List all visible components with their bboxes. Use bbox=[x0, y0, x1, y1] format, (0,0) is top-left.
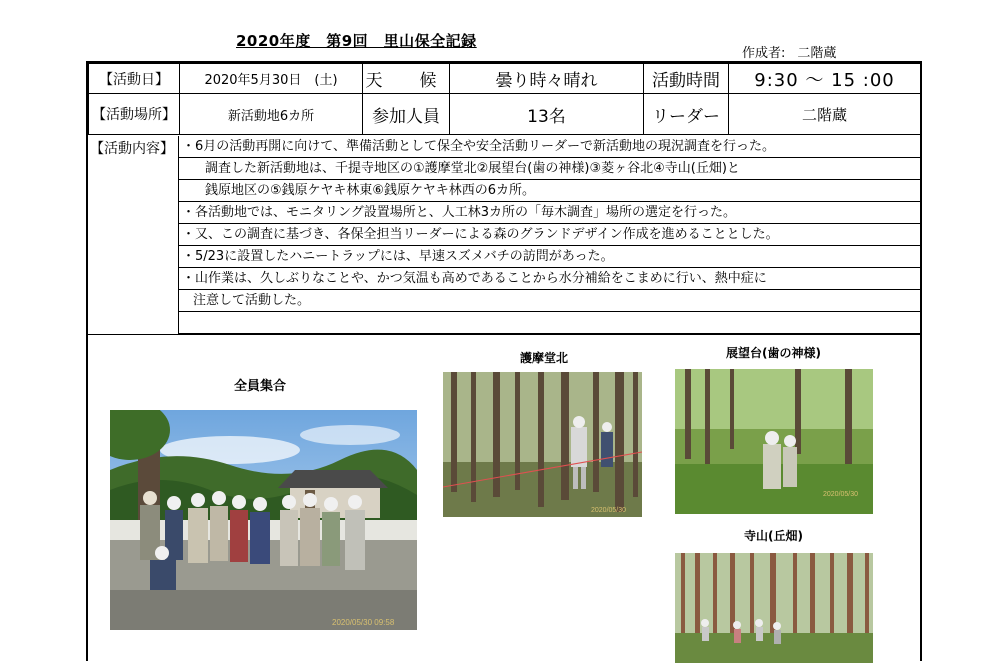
content-divider bbox=[88, 334, 920, 335]
document-title: 2020年度 第9回 里山保全記録 bbox=[236, 32, 477, 50]
participants-label: 参加人員 bbox=[363, 94, 450, 135]
record-sheet bbox=[86, 61, 922, 661]
content-line-blank bbox=[179, 312, 920, 334]
tenbodai-photo-stamp: 2020/05/30 bbox=[823, 491, 859, 498]
participants-value: 13名 bbox=[450, 94, 644, 135]
gomado-photo-stamp: 2020/05/30 bbox=[591, 507, 627, 514]
caption-tenbodai: 展望台(歯の神様) bbox=[726, 346, 821, 360]
date-label: 【活動日】 bbox=[89, 64, 180, 94]
time-label: 活動時間 bbox=[644, 64, 729, 94]
activity-content bbox=[88, 136, 920, 334]
caption-gomado: 護摩堂北 bbox=[520, 351, 569, 365]
weather-value: 曇り時々晴れ bbox=[450, 64, 644, 94]
author-label: 作成者: bbox=[742, 46, 786, 61]
date-value: 2020年5月30日 (土) bbox=[180, 64, 363, 94]
time-value: 9:30 ～ 15 :00 bbox=[729, 64, 921, 94]
leader-value: 二階蔵 bbox=[729, 94, 921, 135]
content-label: 【活動内容】 bbox=[88, 136, 179, 334]
content-line: 銭原地区の⑤銭原ケヤキ林東⑥銭原ケヤキ林西の6カ所。 bbox=[179, 180, 920, 202]
content-line: ・各活動地では、モニタリング設置場所と、人工林3カ所の「毎木調査」場所の選定を行った。 bbox=[179, 202, 920, 224]
group-photo bbox=[110, 410, 417, 630]
weather-label: 天 候 bbox=[363, 64, 450, 94]
content-line: ・5/23に設置したハニートラップには、早速スズメバチの訪問があった。 bbox=[179, 246, 920, 268]
content-line: ・6月の活動再開に向けて、準備活動として保全や安全活動リーダーで新活動地の現況調査を行った。 bbox=[179, 136, 920, 158]
gomado-photo bbox=[443, 372, 642, 517]
info-table bbox=[88, 63, 921, 135]
content-line: ・又、この調査に基づき、各保全担当リーダーによる森のグランドデザイン作成を進めることとした。 bbox=[179, 224, 920, 246]
terayama-photo bbox=[675, 553, 873, 663]
tenbodai-photo bbox=[675, 369, 873, 514]
caption-group: 全員集合 bbox=[234, 379, 287, 394]
content-line: 調査した新活動地は、千提寺地区の①護摩堂北②展望台(歯の神様)③菱ヶ谷北④寺山(丘畑)と bbox=[179, 158, 920, 180]
group-photo-stamp: 2020/05/30 09:58 bbox=[332, 618, 395, 627]
content-line: 注意して活動した。 bbox=[179, 290, 920, 312]
content-line: ・山作業は、久しぶりなことや、かつ気温も高めであることから水分補給をこまめに行い、熱中症に bbox=[179, 268, 920, 290]
leader-label: リーダー bbox=[644, 94, 729, 135]
author-name: 二階蔵 bbox=[797, 46, 837, 61]
content-lines bbox=[179, 136, 920, 334]
caption-terayama: 寺山(丘畑) bbox=[744, 529, 803, 543]
place-label: 【活動場所】 bbox=[89, 94, 180, 135]
place-value: 新活動地6カ所 bbox=[180, 94, 363, 135]
author-line bbox=[742, 42, 836, 61]
